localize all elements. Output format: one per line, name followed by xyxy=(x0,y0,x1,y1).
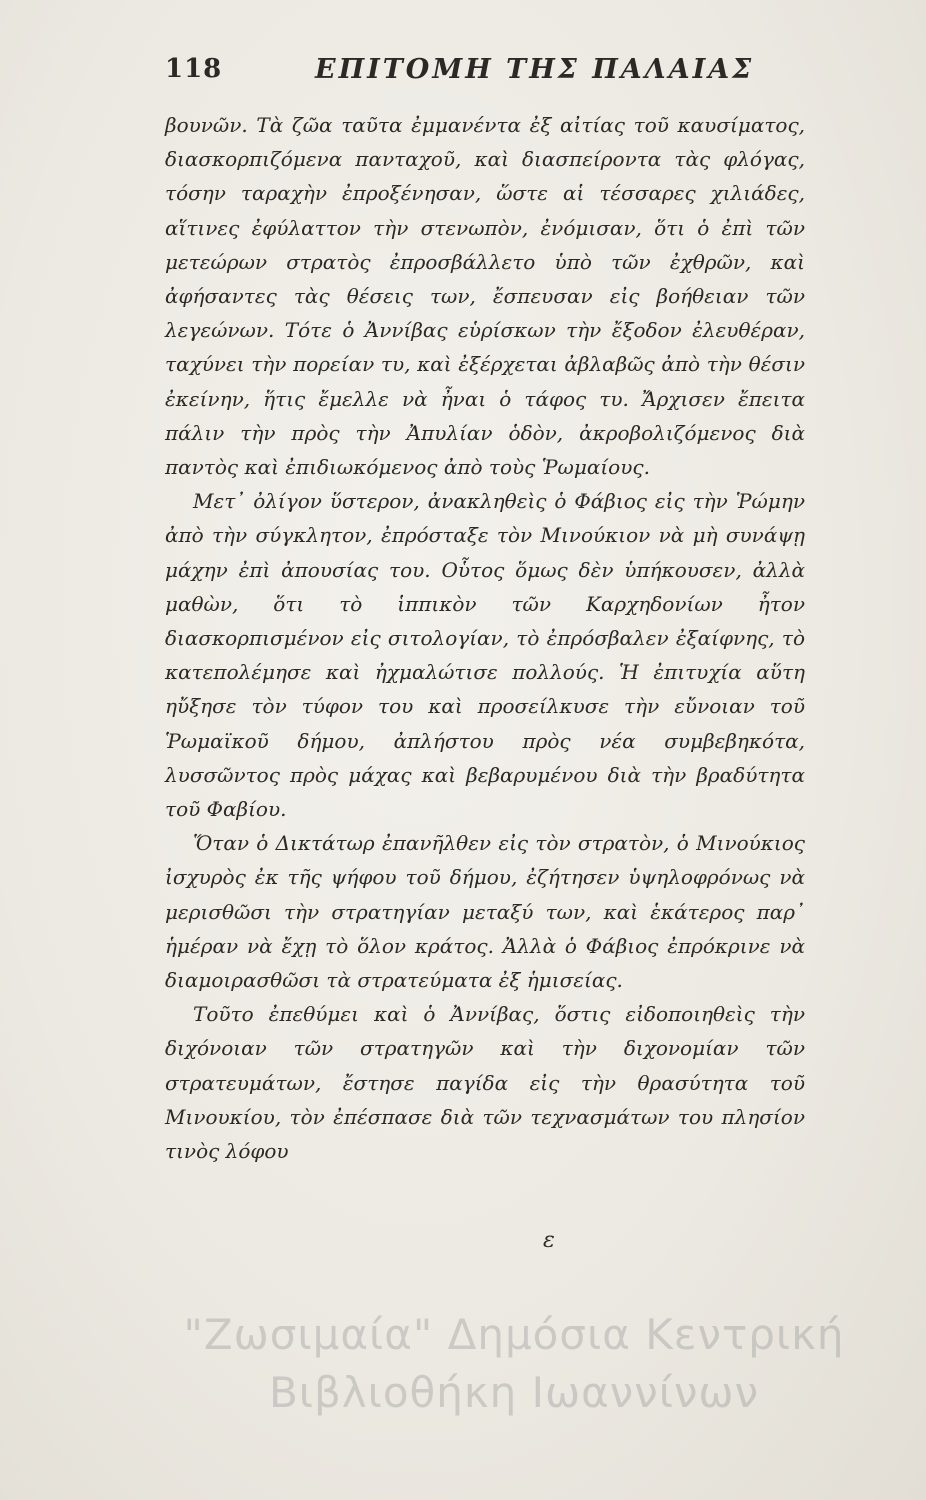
library-watermark-line2: Βιβλιοθήκη Ιωαννίνων xyxy=(268,1368,760,1417)
paragraph-1: βουνῶν. Τὰ ζῶα ταῦτα ἐμμανέντα ἐξ αἰτίας τοῦ καυσίματος, διασκορπιζόμενα πανταχοῦ, καὶ διασπείροντα τὰς φλόγας, τόσην ταραχὴν ἐπροξένησαν, ὥστε αἱ τέσσαρες χιλιάδες, αἵτινες ἐφύλαττον τὴν στενωπὸν, ἐνόμισαν, ὅτι ὁ ἐπὶ τῶν μετεώρων στρατὸς ἐπροσβάλλετο ὑπὸ τῶν ἐχθρῶν, καὶ ἀφήσαντες τὰς θέσεις των, ἔσπευσαν εἰς βοήθειαν τῶν λεγεώνων. Τότε ὁ Ἀννίβας εὑρίσκων τὴν ἔξοδον ἐλευθέραν, ταχύνει τὴν πορείαν τυ, καὶ ἐξέρχεται ἀβλαβῶς ἀπὸ τὴν θέσιν ἐκείνην, ἥτις ἔμελλε νὰ ἦναι ὁ τάφος τυ. Ἄρχισεν ἔπειτα πάλιν τὴν πρὸς τὴν Ἀπυλίαν ὁδὸν, ἀκροβολιζόμενος διὰ παντὸς καὶ ἐπιδιωκόμενος ἀπὸ τοὺς Ῥωμαίους. xyxy=(165,113,805,480)
page-header xyxy=(165,52,805,92)
library-watermark-line1: "Ζωσιμαία" Δημόσια Κεντρική xyxy=(183,1310,845,1359)
paragraph-2: Μετ᾽ ὀλίγον ὕστερον, ἀνακληθεὶς ὁ Φάβιος εἰς τὴν Ῥώμην ἀπὸ τὴν σύγκλητον, ἐπρόσταξε τὸν Μινούκιον νὰ μὴ συνάψῃ μάχην ἐπὶ ἀπουσίας του. Οὗτος ὅμως δὲν ὑπήκουσεν, ἀλλὰ μαθὼν, ὅτι τὸ ἱππικὸν τῶν Καρχηδονίων ἦτον διασκορπισμένον εἰς σιτολογίαν, τὸ ἐπρόσβαλεν ἐξαίφνης, τὸ κατεπολέμησε καὶ ἠχμαλώτισε πολλούς. Ἡ ἐπιτυχία αὕτη ηὔξησε τὸν τύφον του καὶ προσείλκυσε τὴν εὔνοιαν τοῦ Ῥωμαϊκοῦ δήμου, ἀπλήστου πρὸς νέα συμβεβηκότα, λυσσῶντος πρὸς μάχας καὶ βεβαρυμένου διὰ τὴν βραδύτητα τοῦ Φαβίου. xyxy=(165,489,805,822)
body-text xyxy=(165,108,805,1168)
signature-mark: ε xyxy=(543,1228,555,1253)
running-title: ΕΠΙΤΟΜΗ ΤΗΣ ΠΑΛΑΙΑΣ xyxy=(315,54,755,85)
page-number: 118 xyxy=(165,54,223,84)
paragraph-4: Τοῦτο ἐπεθύμει καὶ ὁ Ἀννίβας, ὅστις εἰδοποιηθεὶς τὴν διχόνοιαν τῶν στρατηγῶν καὶ τὴν διχονομίαν τῶν στρατευμάτων, ἔστησε παγίδα εἰς τὴν θρασύτητα τοῦ Μινουκίου, τὸν ἐπέσπασε διὰ τῶν τεχνασμάτων του πλησίον τινὸς λόφου xyxy=(165,1002,805,1164)
paragraph-3: Ὅταν ὁ Δικτάτωρ ἐπανῆλθεν εἰς τὸν στρατὸν, ὁ Μινούκιος ἰσχυρὸς ἐκ τῆς ψήφου τοῦ δήμου, ἐζήτησεν ὑψηλοφρόνως νὰ μερισθῶσι τὴν στρατηγίαν μεταξύ των, καὶ ἑκάτερος παρ᾽ ἡμέραν νὰ ἔχῃ τὸ ὅλον κράτος. Ἀλλὰ ὁ Φάβιος ἐπρόκρινε νὰ διαμοιρασθῶσι τὰ στρατεύματα ἐξ ἡμισείας. xyxy=(165,831,805,993)
